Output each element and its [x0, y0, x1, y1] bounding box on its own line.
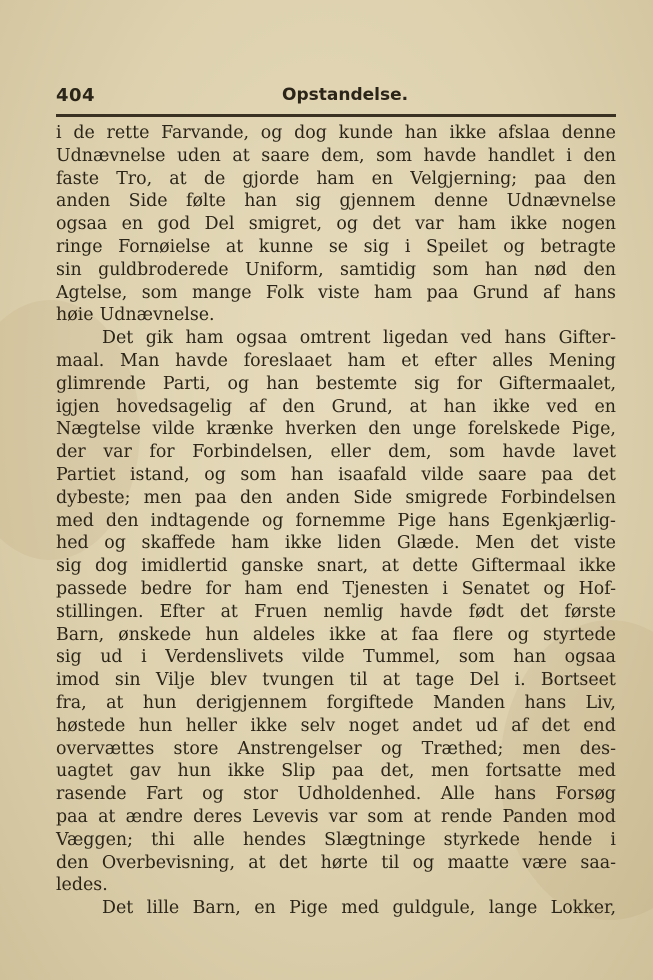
text-line: uagtet gav hun ikke Slip paa det, men fortsatte med [56, 761, 616, 782]
text-line: ringe Fornøielse at kunne se sig i Speilet og betragte [56, 236, 616, 257]
text-line: rasende Fart og stor Udholdenhed. Alle hans Forsøg [56, 784, 616, 805]
text-line: den Overbevisning, at det hørte til og maatte være saa- [56, 852, 616, 873]
text-line: Partiet istand, og som han isaafald vilde saare paa det [56, 464, 616, 485]
text-line: imod sin Vilje blev tvungen til at tage Del i. Bortseet [56, 670, 616, 691]
text-line: der var for Forbindelsen, eller dem, som havde lavet [56, 442, 616, 463]
text-line: Udnævnelse uden at saare dem, som havde handlet i den [56, 145, 616, 166]
text-line: anden Side følte han sig gjennem denne Udnævnelse [56, 191, 616, 212]
text-line: paa at ændre deres Levevis var som at rende Panden mod [56, 806, 616, 827]
text-line: høie Udnævnelse. [56, 305, 215, 326]
text-line: sig dog imidlertid ganske snart, at dette Giftermaal ikke [56, 556, 616, 577]
header-rule [56, 114, 616, 117]
text-line: sin guldbroderede Uniform, samtidig som han nød den [56, 259, 616, 280]
text-line: høstede hun heller ikke selv noget andet ud af det end [56, 715, 616, 736]
text-line: med den indtagende og fornemme Pige hans Egenkjærlig- [56, 510, 616, 531]
text-line: overvættes store Anstrengelser og Træthed; men des- [56, 738, 616, 759]
text-line: hed og skaffede ham ikke liden Glæde. Men det viste [56, 533, 616, 554]
running-title: Opstandelse. [282, 85, 409, 105]
text-line: fra, at hun derigjennem forgiftede Manden hans Liv, [56, 692, 616, 713]
text-line: faste Tro, at de gjorde ham en Velgjerning; paa den [56, 168, 616, 189]
page-number: 404 [56, 85, 96, 106]
text-line: glimrende Parti, og han bestemte sig for Giftermaalet, [56, 373, 616, 394]
text-line: Agtelse, som mange Folk viste ham paa Grund af hans [56, 282, 616, 303]
text-line: sig ud i Verdenslivets vilde Tummel, som han ogsaa [56, 647, 616, 668]
page-header [56, 85, 616, 109]
text-line: maal. Man havde foreslaaet ham et efter alles Mening [56, 350, 616, 371]
text-line: Det gik ham ogsaa omtrent ligedan ved hans Gifter- [102, 328, 616, 349]
text-line: stillingen. Efter at Fruen nemlig havde født det første [56, 601, 616, 622]
text-line: Det lille Barn, en Pige med guldgule, lange Lokker, [102, 898, 616, 919]
text-line: ogsaa en god Del smigret, og det var ham ikke nogen [56, 214, 616, 235]
text-line: passede bedre for ham end Tjenesten i Senatet og Hof- [56, 578, 616, 599]
body-text [56, 122, 616, 920]
text-line: Væggen; thi alle hendes Slægtninge styrkede hende i [56, 829, 616, 850]
text-line: dybeste; men paa den anden Side smigrede Forbindelsen [56, 487, 616, 508]
text-line: Nægtelse vilde krænke hverken den unge forelskede Pige, [56, 419, 616, 440]
text-line: ledes. [56, 875, 108, 896]
text-line: Barn, ønskede hun aldeles ikke at faa flere og styrtede [56, 624, 616, 645]
text-line: igjen hovedsagelig af den Grund, at han ikke ved en [56, 396, 616, 417]
text-line: i de rette Farvande, og dog kunde han ikke afslaa denne [56, 123, 616, 143]
